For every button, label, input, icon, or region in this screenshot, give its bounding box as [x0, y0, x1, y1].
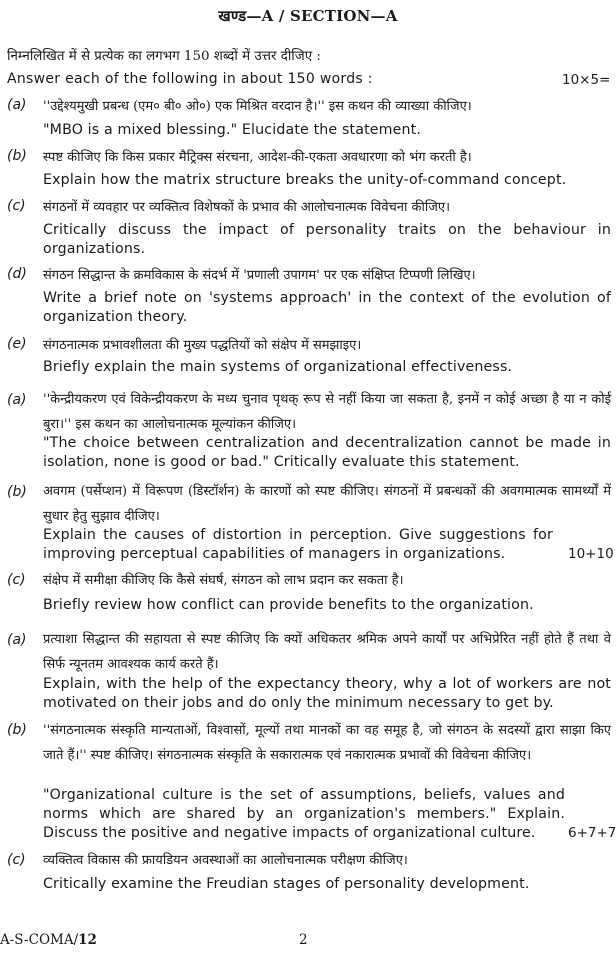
question-hindi: ''केन्द्रीयकरण एवं विकेन्द्रीयकरण के मध्य चुनाव पृथक् रूप से नहीं किया जा सकता है, इनमें न कोई अच्छा है या न कोई बुरा।'' इस कथन का आलोचनात्मक मूल्यांकन कीजिए।: [43, 392, 611, 432]
question-hindi: संगठनों में व्यवहार पर व्यक्तित्व विशेषकों के प्रभाव की आलोचनात्मक विवेचना कीजिए।: [43, 200, 450, 215]
section-heading-separator: /: [278, 7, 285, 25]
question-label: (d): [7, 266, 27, 282]
question-english: Briefly explain the main systems of organizational effectiveness.: [43, 359, 513, 375]
question-english: Explain how the matrix structure breaks the unity-of-command concept.: [43, 172, 567, 188]
question-label: (b): [7, 722, 27, 738]
question-hindi: प्रत्याशा सिद्धान्त की सहायता से स्पष्ट कीजिए कि क्यों अधिकतर श्रमिक अपने कार्यों पर अभिप्रेरित नहीं होते हैं तथा वे सिर्फ न्यूनतम आवश्यक कार्य करते हैं।: [43, 632, 611, 672]
question-hindi: ''संगठनात्मक संस्कृति मान्यताओं, विश्वासों, मूल्यों तथा मानकों का वह समूह है, जो संगठन के सदस्यों द्वारा साझा किए जाते हैं।'' स्पष्ट कीजिए। संगठनात्मक संस्कृति के सकारात्मक एवं नकारात्मक प्रभावों की विवेचना कीजिए।: [43, 723, 611, 763]
question-english: Write a brief note on 'systems approach' in the context of the evolution of organization theory.: [43, 290, 611, 325]
section-heading-english: SECTION—A: [290, 7, 398, 25]
question-hindi: व्यक्तित्व विकास की फ्रायडियन अवस्थाओं का आलोचनात्मक परीक्षण कीजिए।: [43, 853, 408, 868]
paper-code-prefix: A-S-COMA/: [0, 932, 79, 948]
question-english: "MBO is a mixed blessing." Elucidate the statement.: [43, 122, 422, 138]
question-english: Critically examine the Freudian stages of personality development.: [43, 876, 530, 892]
question-label: (a): [7, 632, 27, 648]
paper-code-number: 12: [78, 932, 97, 948]
question-label: (c): [7, 572, 26, 588]
question-label: (b): [7, 148, 27, 164]
question-english: "Organizational culture is the set of assumptions, beliefs, values and norms which are shared by an organization's members." Explain. Discuss the positive and negative impacts of organizational culture.: [43, 787, 565, 841]
question-english: Explain the causes of distortion in perception. Give suggestions for improving perceptual capabilities of managers in organizations.: [43, 527, 553, 562]
question-label: (c): [7, 198, 26, 214]
question-label: (a): [7, 97, 27, 113]
question-english: Explain, with the help of the expectancy theory, why a lot of workers are not motivated on their jobs and do only the minimum necessary to get by.: [43, 676, 611, 711]
question-hindi: स्पष्ट कीजिए कि किस प्रकार मैट्रिक्स संरचना, आदेश-की-एकता अवधारणा को भंग करती है।: [43, 150, 472, 165]
question-english: Briefly review how conflict can provide benefits to the organization.: [43, 597, 534, 613]
question-hindi: संक्षेप में समीक्षा कीजिए कि कैसे संघर्ष, संगठन को लाभ प्रदान कर सकता है।: [43, 573, 404, 588]
question-hindi: अवगम (पर्सेप्शन) में विरूपण (डिस्टॉर्शन) के कारणों को स्पष्ट कीजिए। संगठनों में प्रबन्धकों की अवगमात्मक सामर्थ्यों में सुधार हेतु सुझाव दीजिए।: [43, 484, 611, 524]
question-english: Critically discuss the impact of personality traits on the behaviour in organizations.: [43, 222, 611, 257]
question-hindi: संगठनात्मक प्रभावशीलता की मुख्य पद्धतियों को संक्षेप में समझाइए।: [43, 338, 362, 353]
marks-group-3: 6+7+7: [568, 825, 616, 841]
marks-group-2: 10+10: [568, 546, 614, 562]
question-label: (c): [7, 852, 26, 868]
question-label: (e): [7, 336, 27, 352]
instructions-hindi: निम्नलिखित में से प्रत्येक का लगभग 150 शब्दों में उत्तर दीजिए :: [7, 49, 321, 64]
question-english: "The choice between centralization and decentralization cannot be made in isolation, none is good or bad." Critically evaluate this statement.: [43, 435, 611, 470]
paper-code: [0, 932, 97, 948]
instructions-english: Answer each of the following in about 150 words :: [7, 71, 373, 87]
marks-group-1: 10×5=: [562, 72, 611, 88]
section-heading: [0, 6, 616, 26]
page-number: 2: [299, 932, 308, 948]
question-label: (b): [7, 484, 27, 500]
question-hindi: संगठन सिद्धान्त के क्रमविकास के संदर्भ में 'प्रणाली उपागम' पर एक संक्षिप्त टिप्पणी लिखिए।: [43, 268, 476, 283]
section-heading-hindi: खण्ड—A: [218, 7, 274, 25]
question-label: (a): [7, 392, 27, 408]
question-hindi: ''उद्देश्यमुखी प्रबन्ध (एम० बी० ओ०) एक मिश्रित वरदान है।'' इस कथन की व्याख्या कीजिए।: [43, 99, 472, 114]
